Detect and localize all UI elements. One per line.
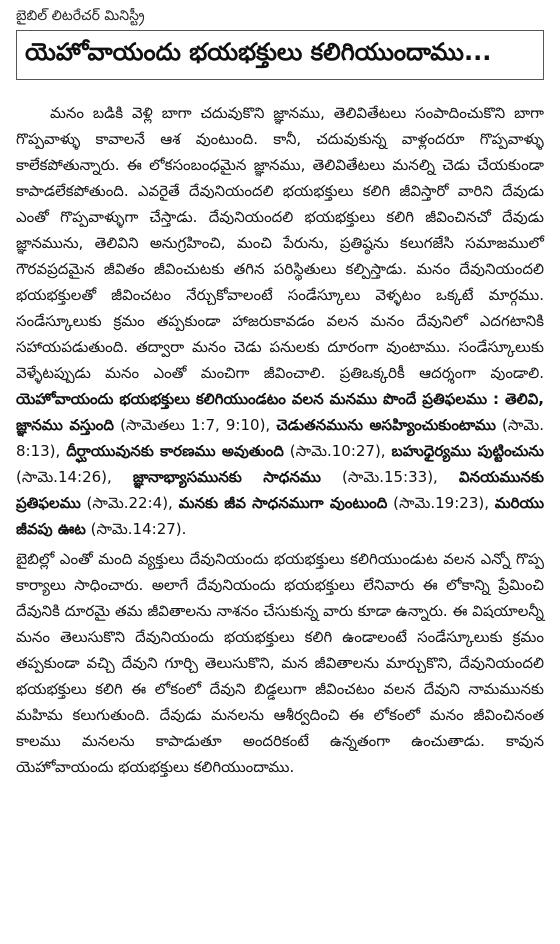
reward-8: మరియు జీవపు ఊట	[16, 494, 545, 538]
reward-7: మనకు జీవ సాధనముగా వుంటుంది	[178, 494, 388, 512]
reference-7: (సామె.19:23),	[387, 494, 495, 512]
article-title: యెహోవాయందు భయభక్తులు కలిగియుందాము...	[25, 38, 492, 66]
article-title-box	[16, 30, 544, 80]
reference-6: (సామె.22:4),	[80, 494, 179, 512]
paragraph-1-text: మనం బడికి వెళ్లి బాగా చదువుకొని జ్ఞానము, తెలివితేటలు సంపాదించుకొని బాగా గొప్పవాళ్ళు కావాలనే ఆశ వుంటుంది. కానీ, చదువుకున్న వాళ్లందరూ గొప్పవాళ్ళు కాలేకపోతున్నారు. ఈ లోకసంబంధమైన జ్ఞానము, తెలివితేటలు మనల్ని చెడు చేయకుండా కాపాడలేకపోతుంది. ఎవరైతే దేవునియందలి భయభక్తులు కలిగి జీవిస్తారో వారిని దేవుడు ఎంతో గొప్పవాళ్ళుగా చేస్తాడు. దేవునియందలి భయభక్తులు కలిగి జీవించినచో దేవుడు జ్ఞానమును, తెలివిని అనుగ్రహించి, మంచి పేరును, ప్రతిష్ఠను కలుగజేసి సమాజములో గౌరవప్రదమైన జీవితం జీవించుటకు తగిన పరిస్థితులు కల్పిస్తాడు. మనం దేవునియందలి భయభక్తులతో జీవించటం నేర్చుకోవాలంటే సండేస్కూలు వెళ్ళటం ఒక్కటే మార్గము. సండేస్కూలుకు క్రమం తప్పకుండా హాజరుకావడం వలన మనం దేవునిలో ఎదగటానికి సహాయపడుతుంది. తద్వారా మనం చెడు పనులకు దూరంగా వుంటాము. సండేస్కూలుకు వెళ్ళేటప్పుడు మనం ఎంతో మంచిగా జీవించాలి. ప్రతిఒక్కరికీ ఆదర్శంగా వుండాలి.	[16, 104, 544, 382]
article-body	[16, 100, 544, 780]
reference-5: (సామె.15:33),	[320, 468, 459, 486]
reference-4: (సామె.14:26),	[16, 468, 133, 486]
reward-intro: యెహోవాయందు భయభక్తులు కలిగియుండటం వలన మనము పొందే ప్రతిఫలము : తెలివి, జ్ఞానము వస్తుంది	[16, 390, 544, 434]
reward-6: వినయమునకు ప్రతిఫలము	[16, 468, 544, 512]
ministry-name: బైబిల్ లిటరేచర్ మినిస్ట్రీ	[16, 8, 145, 24]
reference-1: (సామెతలు 1:7, 9:10),	[113, 416, 277, 434]
reference-3: (సామె.10:27),	[283, 442, 392, 460]
reference-2: (సామె. 8:13),	[16, 416, 545, 460]
paragraph-1	[16, 100, 544, 542]
paragraph-2: బైబిల్లో ఎంతో మంది వ్యక్తులు దేవునియందు భయభక్తులు కలిగియుండుట వలన ఎన్నో గొప్ప కార్యాలు సాధించారు. అలాగే దేవునియందు భయభక్తులు లేనివారు ఈ లోకాన్ని ప్రేమించి దేవునికి దూరమై తమ జీవితాలను నాశనం చేసుకున్న వారు కూడా ఉన్నారు. ఈ విషయాలన్నీ మనం తెలుసుకొని దేవునియందు భయభక్తులు కలిగి ఉండాలంటే సండేస్కూలుకు క్రమం తప్పకుండా వచ్చి దేవుని గూర్చి తెలుసుకొని, మన జీవితాలను మార్చుకొని, దేవునియందలి భయభక్తులు కలిగి ఈ లోకంలో దేవుని బిడ్డలుగా జీవించటం వలన దేవుని నామమునకు మహిమ కలుగుతుంది. దేవుడు మనలను ఆశీర్వదించి ఈ లోకంలో మనం జీవించినంత కాలము మనలను కాపాడుతూ అందరికంటే ఉన్నతంగా ఉంచుతాడు. కావున యెహోవాయందు భయభక్తులు కలిగియుందాము.	[16, 550, 544, 776]
reward-5: జ్ఞానాభ్యాసమునకు సాధనము	[132, 468, 321, 486]
reward-2: చెడుతనమును అసహ్యించుకుంటాము	[276, 416, 496, 434]
reward-3: దీర్ఘాయువునకు కారణము అవుతుంది	[66, 442, 284, 460]
reward-4: బహుధైర్యము పుట్టించును	[391, 442, 544, 460]
reference-8: (సామె.14:27).	[85, 520, 187, 538]
